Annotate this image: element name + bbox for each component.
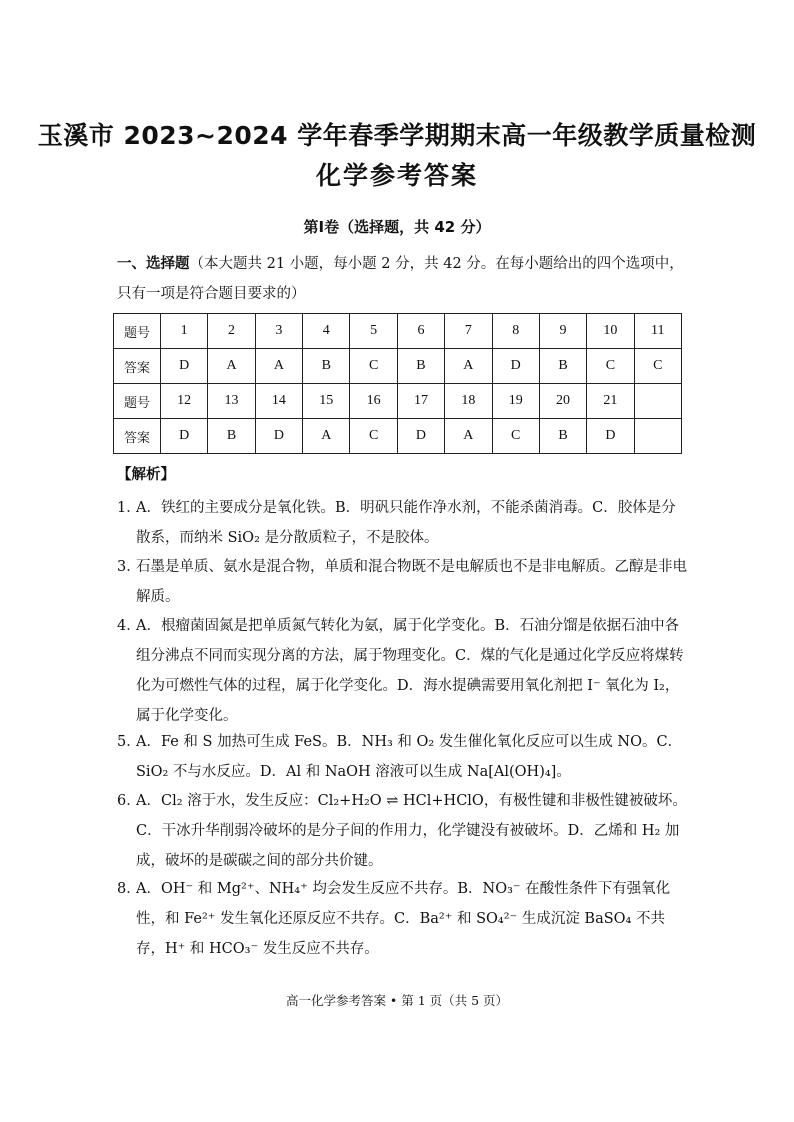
answer-cell: B: [539, 349, 586, 384]
document-subtitle: 化学参考答案: [315, 161, 478, 190]
item-text: A．Fe 和 S 加热可生成 FeS。B．NH₃ 和 O₂ 发生催化氧化反应可以生成 NO。C．SiO₂ 不与水反应。D．Al 和 NaOH 溶液可以生成 Na[Al(OH)₄]。: [136, 734, 683, 780]
answer-cell: D: [255, 419, 302, 454]
analysis-heading: 【解析】: [117, 467, 175, 483]
row-label-question: 题号: [114, 314, 161, 349]
row-label-answer: 答案: [114, 349, 161, 384]
answer-cell: A: [255, 349, 302, 384]
analysis-item: [117, 786, 687, 876]
question-number: 1: [161, 314, 208, 349]
answer-cell: A: [445, 349, 492, 384]
answer-cell: C: [634, 349, 681, 384]
question-number: 4: [303, 314, 350, 349]
question-number: 18: [445, 384, 492, 419]
question-number: 2: [208, 314, 255, 349]
item-text: A．铁红的主要成分是氧化铁。B．明矾只能作净水剂，不能杀菌消毒。C．胶体是分散系，而纳米 SiO₂ 是分散质粒子，不是胶体。: [136, 500, 676, 546]
item-number: 6．: [117, 793, 141, 809]
item-number: 8．: [117, 881, 141, 897]
question-number: 8: [492, 314, 539, 349]
answer-cell: C: [350, 349, 397, 384]
question-number: 16: [350, 384, 397, 419]
answer-cell: C: [587, 349, 634, 384]
analysis-item: [117, 611, 687, 731]
row-label-answer: 答案: [114, 419, 161, 454]
answer-cell: B: [539, 419, 586, 454]
part1-heading: 一、选择题: [117, 256, 190, 272]
answer-cell: D: [161, 419, 208, 454]
answer-cell: C: [492, 419, 539, 454]
answer-cell: C: [350, 419, 397, 454]
table-row: [114, 349, 682, 384]
analysis-item: [117, 727, 687, 787]
answer-cell: B: [303, 349, 350, 384]
answer-cell: D: [397, 419, 444, 454]
table-row: [114, 384, 682, 419]
question-number: 20: [539, 384, 586, 419]
page-footer: 高一化学参考答案 • 第 1 页（共 5 页）: [285, 993, 509, 1008]
item-number: 4．: [117, 618, 141, 634]
answer-cell: A: [303, 419, 350, 454]
answer-cell: B: [208, 419, 255, 454]
item-text: A．OH⁻ 和 Mg²⁺、NH₄⁺ 均会发生反应不共存。B．NO₃⁻ 在酸性条件下有强氧化性，和 Fe²⁺ 发生氧化还原反应不共存。C．Ba²⁺ 和 SO₄²⁻ 生成沉淀 BaSO₄ 不共存，H⁺ 和 HCO₃⁻ 发生反应不共存。: [136, 881, 671, 957]
question-number: 13: [208, 384, 255, 419]
item-text: A．根瘤菌固氮是把单质氮气转化为氨，属于化学变化。B．石油分馏是依据石油中各组分沸点不同而实现分离的方法，属于物理变化。C．煤的气化是通过化学反应将煤转化为可燃性气体的过程，属于化学变化。D．海水提碘需要用氧化剂把 I⁻ 氧化为 I₂，属于化学变化。: [136, 618, 684, 724]
question-number: [634, 384, 681, 419]
question-number: 11: [634, 314, 681, 349]
analysis-item: [117, 874, 687, 964]
answer-cell: D: [492, 349, 539, 384]
section-title: 第Ⅰ卷（选择题，共 42 分）: [303, 218, 491, 236]
item-number: 1．: [117, 500, 141, 516]
item-number: 3．: [117, 559, 141, 575]
analysis-item: [117, 552, 687, 612]
part1-text: （本大题共 21 小题，每小题 2 分，共 42 分。在每小题给出的四个选项中，只有一项是符合题目要求的）: [117, 256, 684, 302]
question-number: 12: [161, 384, 208, 419]
question-number: 9: [539, 314, 586, 349]
answer-cell: D: [587, 419, 634, 454]
table-row: [114, 419, 682, 454]
item-text: A．Cl₂ 溶于水，发生反应：Cl₂+H₂O ⇌ HCl+HClO，有极性键和非极性键被破坏。C．干冰升华削弱冷破坏的是分子间的作用力，化学键没有被破坏。D．乙烯和 H₂ 加成，破坏的是碳碳之间的部分共价键。: [136, 793, 687, 869]
item-number: 5．: [117, 734, 141, 750]
item-text: 石墨是单质、氨水是混合物，单质和混合物既不是电解质也不是非电解质。乙醇是非电解质。: [136, 559, 687, 605]
question-number: 5: [350, 314, 397, 349]
question-number: 14: [255, 384, 302, 419]
part1-intro: [117, 249, 693, 309]
answer-cell: B: [397, 349, 444, 384]
question-number: 7: [445, 314, 492, 349]
question-number: 17: [397, 384, 444, 419]
question-number: 21: [587, 384, 634, 419]
question-number: 3: [255, 314, 302, 349]
question-number: 10: [587, 314, 634, 349]
answer-cell: A: [445, 419, 492, 454]
answer-cell: [634, 419, 681, 454]
question-number: 19: [492, 384, 539, 419]
table-row: [114, 314, 682, 349]
question-number: 6: [397, 314, 444, 349]
answer-cell: A: [208, 349, 255, 384]
answer-cell: D: [161, 349, 208, 384]
question-number: 15: [303, 384, 350, 419]
analysis-item: [117, 493, 687, 553]
answer-table: [113, 313, 682, 454]
row-label-question: 题号: [114, 384, 161, 419]
document-title: 玉溪市 2023~2024 学年春季学期期末高一年级教学质量检测: [37, 121, 757, 150]
